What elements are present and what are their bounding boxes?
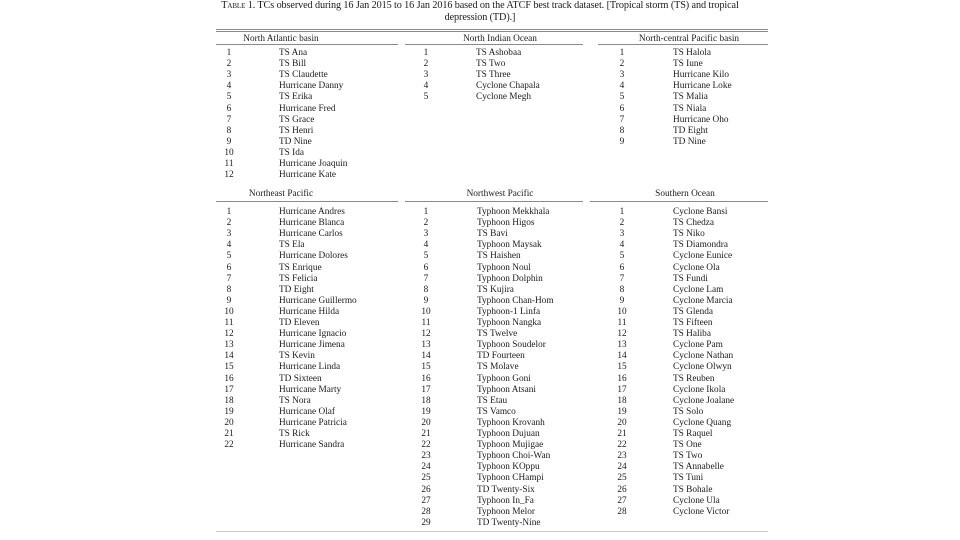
storm-name: TS Bavi: [477, 229, 508, 240]
storm-name: TS Enrique: [279, 262, 322, 273]
storm-name: Cyclone Bansi: [673, 207, 728, 217]
storm-name: TS Vamco: [477, 406, 516, 417]
storm-index: 16: [224, 373, 234, 384]
storm-index: 6: [619, 103, 625, 114]
storm-index: 11: [421, 318, 431, 328]
storm-name: TS Rick: [279, 429, 310, 439]
storm-index: 9: [226, 136, 232, 147]
storm-index: 13: [617, 340, 627, 351]
storm-name: Hurricane Guillermo: [279, 295, 357, 306]
storm-index: 8: [619, 125, 625, 136]
storm-index: 15: [224, 362, 234, 373]
storm-index: 11: [224, 318, 234, 328]
storm-name: Cyclone Quang: [673, 417, 732, 428]
basin-header-rule: [216, 44, 398, 45]
bottom-rule: [216, 531, 768, 532]
storm-name: TS Ashobaa: [476, 48, 522, 58]
storm-name: Typhoon Dolphin: [477, 273, 543, 284]
storm-name: Hurricane Carlos: [279, 229, 343, 240]
storm-index: 17: [224, 384, 234, 395]
storm-name: Typhoon Choi-Wan: [477, 451, 551, 462]
storm-name: TS Reuben: [673, 373, 715, 384]
storm-name: Hurricane Ignacio: [279, 329, 347, 340]
storm-name: Typhoon In_Fa: [477, 495, 534, 506]
storm-index: 20: [224, 417, 234, 428]
storm-name: TD Eight: [279, 284, 314, 295]
storm-index: 28: [421, 506, 431, 517]
storm-index: 15: [617, 362, 627, 373]
storm-name: TS Solo: [673, 406, 704, 417]
storm-name: Cyclone Chapala: [476, 81, 540, 92]
storm-name: Hurricane Linda: [279, 362, 341, 373]
storm-index: 21: [617, 429, 627, 439]
storm-name: TS Chedza: [673, 218, 715, 229]
storm-name: TD Nine: [673, 136, 706, 147]
storm-index: 4: [226, 81, 232, 92]
storm-name: Typhoon Noul: [477, 262, 531, 273]
storm-index: 28: [617, 506, 627, 517]
storm-name: Cyclone Lam: [673, 284, 724, 295]
storm-index: 25: [617, 473, 627, 484]
storm-index: 13: [224, 340, 234, 351]
storm-index: 26: [617, 484, 627, 495]
storm-index: 12: [224, 170, 234, 181]
storm-name: Typhoon Maysak: [477, 240, 542, 251]
storm-name: TS Malia: [673, 92, 708, 103]
storm-index: 17: [617, 384, 627, 395]
storm-index: 1: [226, 48, 232, 58]
storm-name: Cyclone Nathan: [673, 351, 734, 362]
storm-index: 1: [423, 207, 429, 217]
storm-name: Cyclone Ola: [673, 262, 720, 273]
storm-index: 9: [423, 295, 429, 306]
storm-name: TD Sixteen: [279, 373, 322, 384]
storm-index: 3: [423, 229, 429, 240]
storm-index: 20: [617, 417, 627, 428]
storm-index: 5: [423, 92, 429, 103]
storm-name: TS Two: [673, 451, 703, 462]
storm-name: TD Eight: [673, 125, 708, 136]
storm-name: TS Bohale: [673, 484, 713, 495]
storm-name: Typhoon Mekkhala: [477, 207, 550, 217]
storm-name: Hurricane Andres: [279, 207, 345, 217]
storm-name: Hurricane Sandra: [279, 440, 345, 451]
storm-index: 6: [226, 262, 232, 273]
storm-index: 27: [617, 495, 627, 506]
storm-name: TS Claudette: [279, 70, 328, 81]
storm-name: TD Twenty-Nine: [477, 517, 541, 528]
caption-text: TCs observed during 16 Jan 2015 to 16 Jan 2016 based on the ATCF best track dataset. [Tropical storm (TS) and tropical depression (TD).]: [255, 0, 739, 23]
storm-index: 8: [226, 125, 232, 136]
storm-index: 7: [226, 273, 232, 284]
storm-name: Hurricane Kilo: [673, 70, 730, 81]
storm-name: Cyclone Eunice: [673, 251, 733, 262]
storm-index: 18: [224, 395, 234, 406]
storm-index: 19: [617, 406, 627, 417]
storm-name: TS Nora: [279, 395, 311, 406]
storm-index: 23: [617, 451, 627, 462]
storm-name: Typhoon Nangka: [477, 318, 542, 328]
storm-index: 3: [226, 70, 232, 81]
storm-name: TS Henri: [279, 125, 314, 136]
storm-name: TS Niko: [673, 229, 705, 240]
storm-name: TS Ana: [279, 48, 308, 58]
basin-title: Southern Ocean: [655, 189, 715, 199]
storm-index: 19: [224, 406, 234, 417]
storm-index: 9: [619, 295, 625, 306]
storm-index: 8: [226, 284, 232, 295]
storm-name: Typhoon KOppu: [477, 462, 540, 473]
storm-index: 19: [421, 406, 431, 417]
storm-index: 7: [423, 273, 429, 284]
storm-name: Hurricane Danny: [279, 81, 344, 92]
storm-index: 14: [224, 351, 234, 362]
basin-header-rule: [598, 44, 768, 45]
storm-name: Typhoon Mujigae: [477, 440, 544, 451]
storm-index: 3: [423, 70, 429, 81]
storm-index: 10: [224, 306, 234, 317]
basin-header-rule: [405, 201, 583, 202]
storm-name: TS Ida: [279, 147, 305, 158]
storm-index: 1: [619, 48, 625, 58]
storm-name: Cyclone Megh: [476, 92, 531, 103]
storm-name: TS Bill: [279, 59, 307, 70]
storm-index: 11: [224, 159, 234, 169]
basin-title: Northeast Pacific: [248, 189, 314, 199]
storm-name: Typhoon Higos: [477, 218, 535, 229]
storm-index: 18: [421, 395, 431, 406]
storm-name: TS Felicia: [279, 273, 318, 284]
basin-header-rule: [590, 201, 768, 202]
storm-index: 12: [224, 329, 234, 340]
storm-name: Hurricane Oho: [673, 114, 729, 125]
storm-name: Cyclone Ikola: [673, 384, 726, 395]
storm-name: Typhoon-1 Linfa: [477, 306, 541, 317]
basin-title: North Atlantic basin: [243, 34, 319, 44]
storm-name: Typhoon Krovanh: [477, 417, 545, 428]
storm-index: 2: [619, 59, 625, 70]
storm-index: 7: [619, 114, 625, 125]
storm-index: 14: [421, 351, 431, 362]
storm-name: TD Fourteen: [477, 351, 525, 362]
storm-name: Typhoon CHampi: [477, 473, 544, 484]
storm-name: TS Annabelle: [673, 462, 724, 473]
storm-index: 11: [617, 318, 627, 328]
storm-index: 3: [226, 229, 232, 240]
storm-index: 2: [226, 218, 232, 229]
storm-index: 6: [619, 262, 625, 273]
storm-index: 27: [421, 495, 431, 506]
storm-name: TS Kujira: [477, 284, 514, 295]
storm-index: 2: [619, 218, 625, 229]
storm-name: Hurricane Loke: [673, 81, 732, 92]
storm-index: 1: [619, 207, 625, 217]
storm-index: 5: [226, 92, 232, 103]
storm-name: TS Ela: [279, 240, 305, 251]
storm-index: 15: [421, 362, 431, 373]
storm-index: 29: [421, 517, 431, 528]
storm-index: 1: [423, 48, 429, 58]
storm-index: 7: [226, 114, 232, 125]
storm-index: 9: [226, 295, 232, 306]
storm-name: Typhoon Melor: [477, 506, 535, 517]
storm-name: Cyclone Marcia: [673, 295, 733, 306]
storm-index: 4: [619, 240, 625, 251]
storm-index: 12: [421, 329, 431, 340]
storm-name: TS Tuni: [673, 473, 704, 484]
storm-name: Hurricane Blanca: [279, 218, 345, 229]
storm-index: 23: [421, 451, 431, 462]
basin-header-rule: [405, 44, 583, 45]
storm-name: TS Fifteen: [673, 318, 713, 328]
storm-name: TD Nine: [279, 136, 312, 147]
storm-name: TS Glenda: [673, 306, 714, 317]
storm-index: 8: [423, 284, 429, 295]
storm-index: 1: [226, 207, 232, 217]
storm-name: TS Haliba: [673, 329, 711, 340]
basin-title: North-central Pacific basin: [638, 34, 740, 44]
top-rule-double: [216, 31, 768, 32]
storm-index: 22: [617, 440, 627, 451]
storm-index: 5: [619, 251, 625, 262]
storm-index: 10: [617, 306, 627, 317]
storm-name: TS Niala: [673, 103, 707, 114]
storm-index: 2: [423, 59, 429, 70]
storm-index: 16: [617, 373, 627, 384]
storm-name: Hurricane Hilda: [279, 306, 340, 317]
storm-index: 21: [421, 429, 431, 439]
storm-index: 3: [619, 70, 625, 81]
storm-name: Hurricane Jimena: [279, 340, 345, 351]
storm-name: TS Molave: [477, 362, 519, 373]
storm-name: TS Halola: [673, 48, 711, 58]
storm-name: TS Grace: [279, 114, 315, 125]
storm-name: TD Twenty-Six: [477, 484, 535, 495]
storm-index: 18: [617, 395, 627, 406]
storm-name: Cyclone Joalane: [673, 395, 735, 406]
storm-name: Hurricane Kate: [279, 170, 337, 181]
table-caption: [206, 0, 754, 24]
storm-name: TS Twelve: [477, 329, 518, 340]
storm-index: 16: [421, 373, 431, 384]
storm-index: 4: [226, 240, 232, 251]
storm-index: 4: [423, 81, 429, 92]
storm-name: TD Eleven: [279, 318, 320, 328]
storm-index: 8: [619, 284, 625, 295]
basin-title: Northwest Pacific: [466, 189, 534, 199]
storm-name: Typhoon Goni: [477, 373, 531, 384]
storm-index: 21: [224, 429, 234, 439]
storm-index: 5: [226, 251, 232, 262]
storm-index: 25: [421, 473, 431, 484]
storm-name: Cyclone Ula: [673, 495, 720, 506]
storm-index: 5: [423, 251, 429, 262]
storm-name: Cyclone Victor: [673, 506, 730, 517]
storm-index: 24: [421, 462, 431, 473]
storm-name: TS One: [673, 440, 702, 451]
storm-index: 2: [226, 59, 232, 70]
storm-name: Typhoon Atsani: [477, 384, 537, 395]
storm-name: Cyclone Olwyn: [673, 362, 732, 373]
storm-name: TS Erika: [279, 92, 313, 103]
storm-name: Hurricane Olaf: [279, 406, 336, 417]
storm-index: 6: [226, 103, 232, 114]
storm-name: Hurricane Fred: [279, 103, 336, 114]
storm-index: 5: [619, 92, 625, 103]
storm-index: 4: [619, 81, 625, 92]
storm-index: 3: [619, 229, 625, 240]
storm-name: TS Kevin: [279, 351, 315, 362]
storm-name: Hurricane Dolores: [279, 251, 348, 262]
storm-name: Typhoon Soudelor: [477, 340, 546, 351]
storm-name: Typhoon Chan-Hom: [477, 295, 554, 306]
storm-name: TS Haishen: [477, 251, 521, 262]
storm-index: 10: [224, 147, 234, 158]
storm-index: 24: [617, 462, 627, 473]
storm-name: TS Three: [476, 70, 511, 81]
storm-index: 14: [617, 351, 627, 362]
storm-name: TS Fundi: [673, 273, 708, 284]
storm-index: 7: [619, 273, 625, 284]
storm-index: 10: [421, 306, 431, 317]
storm-index: 6: [423, 262, 429, 273]
basin-title: North Indian Ocean: [463, 34, 537, 44]
storm-name: Hurricane Marty: [279, 384, 342, 395]
storm-name: TS Two: [476, 59, 506, 70]
storm-index: 22: [421, 440, 431, 451]
storm-name: Typhoon Dujuan: [477, 429, 540, 439]
storm-index: 12: [617, 329, 627, 340]
storm-name: Hurricane Joaquin: [279, 159, 348, 169]
storm-index: 22: [224, 440, 234, 451]
storm-index: 26: [421, 484, 431, 495]
storm-index: 9: [619, 136, 625, 147]
basin-header-rule: [216, 201, 398, 202]
storm-name: TS Etau: [477, 395, 508, 406]
storm-index: 17: [421, 384, 431, 395]
storm-name: TS Iune: [673, 59, 703, 70]
storm-index: 13: [421, 340, 431, 351]
storm-name: Cyclone Pam: [673, 340, 723, 351]
storm-name: Hurricane Patricia: [279, 417, 347, 428]
table-label: Table 1.: [221, 0, 256, 11]
storm-name: TS Raquel: [673, 429, 713, 439]
storm-index: 4: [423, 240, 429, 251]
storm-index: 2: [423, 218, 429, 229]
storm-index: 20: [421, 417, 431, 428]
top-rule: [216, 29, 768, 30]
storm-name: TS Diamondra: [673, 240, 728, 251]
